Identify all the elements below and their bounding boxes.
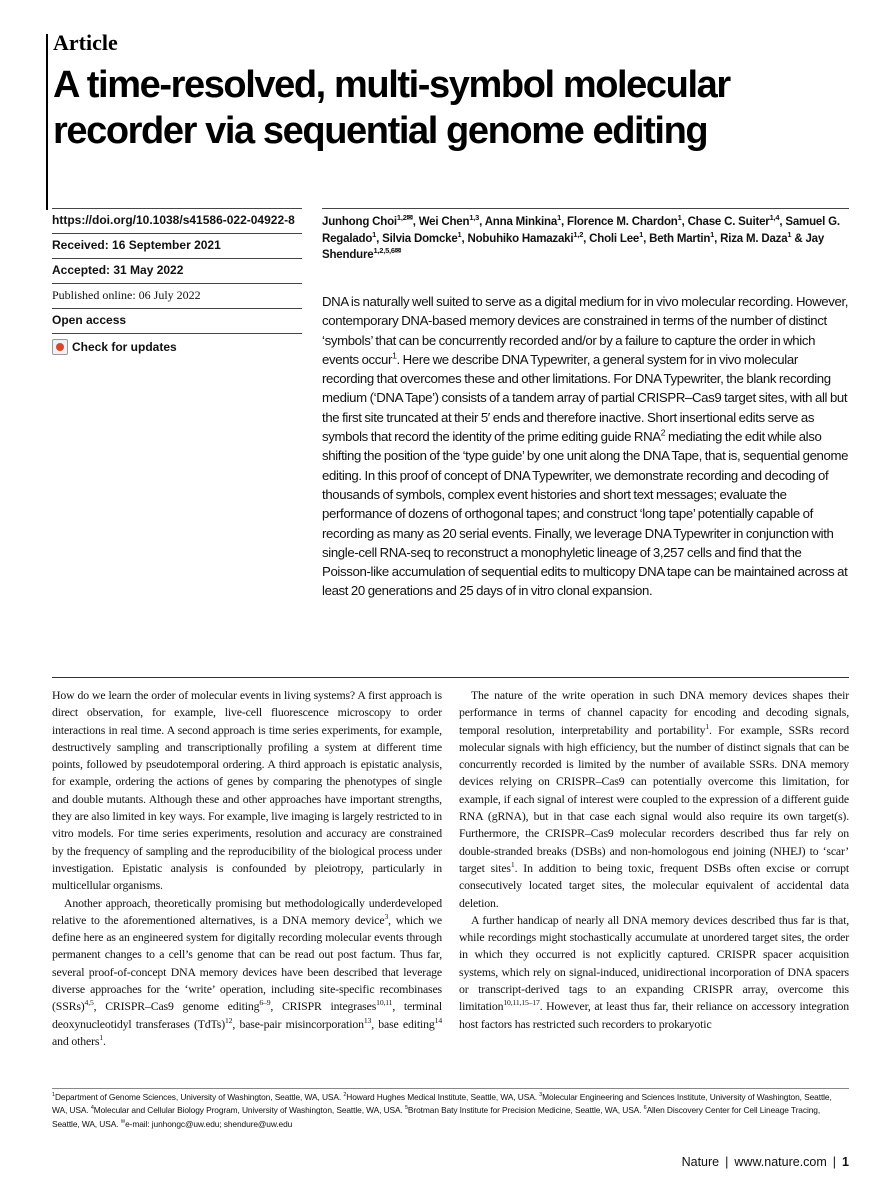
citation-ref[interactable]: 3 (384, 911, 389, 921)
author-name: Riza M. Daza (720, 232, 788, 245)
citation-ref[interactable]: 14 (434, 1015, 442, 1025)
body-paragraph: Another approach, theoretically promising but methodologically underdeveloped relative to the aforementioned alternatives, is a DNA memory device$^3$, which we define here as an engineered system for digitally recording molecular events through permanent changes to a cell’s genome that can be read out post factum. Thus far, several proof-of-concept DNA memory devices have been described that leverage diverse approaches for the ‘write’ operation, including site-specific recombinases (SSRs)$^{4,5}$, CRISPR–Cas9 genome editing$^{6-9}$, CRISPR integrases$^{10,11}$, terminal deoxynucleotidyl transferases (TdTs)$^{12}$, base-pair misincorporation$^{13}$, base editing$^{14}$ and others$^1$. (52, 895, 442, 1048)
author-affiliation-ref: 1 (639, 229, 644, 239)
article-metadata (52, 208, 302, 361)
body-column-right (459, 687, 849, 1033)
abstract-ref[interactable]: 1 (392, 350, 397, 361)
accepted-date: Accepted: 31 May 2022 (52, 258, 302, 283)
author-name: Beth Martin (649, 232, 711, 245)
footnote-rule (52, 1088, 849, 1089)
citation-ref[interactable]: 1 (99, 1033, 103, 1043)
check-updates-button[interactable] (52, 333, 302, 361)
abstract-text: mediating the edit while also shifting the position of the ‘type guide’ by one unit along the DNA Tape, that is, sequential genome editing. In this proof of concept of DNA Typewriter, we demonstrate recording and decoding of thousands of symbols, complex event histories and short text messages; evaluate the performance of dozens of orthogonal tapes; and construct ‘long tape’ potentially capable of recording as many as 20 serial events. Finally, we leverage DNA Typewriter in conjunction with single-cell RNA-seq to reconstruct a monophyletic lineage of 3,257 cells and find that the Poisson-like accumulation of sequential edits to multicopy DNA tape can be maintained across at least 20 generations and 25 days of in vitro clonal expansion. (322, 429, 849, 599)
author-affiliation-ref: 1 (710, 229, 715, 239)
author-name: Choli Lee (589, 232, 640, 245)
author-name: Silvia Domcke (382, 232, 458, 245)
abstract-text: . Here we describe DNA Typewriter, a general system for in vivo molecular recording that overcomes these and other limitations. For DNA Typewriter, the blank recording medium (‘DNA Tape’) consists of a tandem array of partial CRISPR–Cas9 target sites, with all but the first site truncated at their 5′ ends and therefore inactive. Short insertional edits serve as symbols that record the identity of the prime editing guide RNA (322, 351, 848, 445)
body-column-left (52, 687, 442, 1050)
citation-ref[interactable]: 12 (225, 1015, 233, 1025)
author-affiliation-ref: 1 (372, 229, 377, 239)
author-name: Samuel G. Regalado (322, 216, 840, 245)
author-name: Florence M. Chardon (567, 216, 678, 228)
check-updates-label: Check for updates (72, 339, 177, 354)
citation-ref[interactable]: 1 (510, 860, 515, 870)
author[interactable] (382, 229, 462, 245)
author-name: Jay Shendure (322, 232, 825, 261)
body-paragraph: How do we learn the order of molecular events in living systems? A first approach is direct observation, for example, live-cell fluorescence microscopy to order interactions in real time. A second approach is time series experiments, for example, destructively sampling and transcriptionally profiling a system at different time points, followed by pseudotemporal ordering. A third approach is epistatic analysis, for example, ordering the actions of genes by comparing the phenotypes of single and double mutants. Although these and other approaches have important strengths, they are also limited in key ways. For example, live imaging is largely restricted to in vitro models. For time series experiments, resolution and accuracy are constrained by the frequency of sampling and the reproducibility of the biological process under investigation. Epistatic analysis is confounded by pleiotropy, particularly in multicellular organisms. (52, 688, 442, 893)
body-paragraph: A further handicap of nearly all DNA memory devices described thus far is that, while recordings might stochastically accumulate at unordered target sites, the order in which they occurred is not explicitly captured. CRISPR spacer acquisition systems, which rely on signal-induced, unidirectional incorporation of DNA spacers or transcript-derived tags to an expanding CRISPR array, overcome this limitation$^{10,11,15-17}$. However, at least thus far, their reliance on accessory integration host factors has restricted such recorders to prokaryotic (459, 912, 849, 1031)
author-name: Anna Minkina (484, 216, 558, 228)
author-affiliation-ref: 1,2,5,6✉ (373, 246, 401, 256)
abstract (322, 292, 850, 601)
footer-separator: | (832, 1155, 837, 1169)
author[interactable] (589, 229, 644, 245)
author-affiliation-ref: 1 (457, 229, 462, 239)
abstract-divider (52, 677, 849, 678)
author-name: Wei Chen (418, 216, 470, 228)
section-label: Article (53, 30, 118, 55)
header-accent-bar (46, 34, 48, 210)
published-date: Published online: 06 July 2022 (52, 283, 302, 308)
citation-ref[interactable]: 6–9 (259, 998, 271, 1008)
body-paragraph: The nature of the write operation in such DNA memory devices shapes their performance in terms of channel capacity for encoding and decoding signals, temporal resolution, interpretability and portability$^1$. For example, SSRs record molecular signals with high efficiency, but the number of distinct signals that can be concurrently recorded is limited by the number of available SSRs. DNA memory devices relying on CRISPR–Cas9 can potentially overcome this limitation, for example, if each signal of interest were coupled to the expression of a different guide RNA (gRNA), but in that case each signal would also require its own target(s). Furthermore, the CRISPR–Cas9 molecular recorders described thus far rely on double-stranded breaks (DSBs) and non-homologous end joining (NHEJ) to ‘scar’ target sites$^1$. In addition to being toxic, frequent DSBs often excise or corrupt consecutively located target sites, the molecular equivalent of accidental data deletion. (459, 688, 850, 910)
page-footer (682, 1155, 849, 1169)
author[interactable] (720, 229, 792, 245)
citation-ref[interactable]: 13 (363, 1015, 372, 1025)
author[interactable] (649, 229, 715, 245)
author-affiliation-ref: 1 (677, 213, 682, 223)
page-number: 1 (842, 1155, 849, 1169)
author-list: Junhong Choi$^{1,2✉}$, Wei Chen$^{1,3}$, Anna Minkina$^1$, Florence M. Chardon$^1$, Chase C. Suiter$^{1,4}$, Samuel G. Regalado$^1$, Silvia Domcke$^1$, Nobuhiko Hamazaki$^{1,2}$, Choli Lee$^1$, Beth Martin$^1$, Riza M. Daza$^1$ & Jay Shendure$^{1,2,5,6✉}$ (322, 208, 849, 264)
citation-ref[interactable]: 10,11,15–17 (503, 998, 540, 1008)
abstract-text: DNA is naturally well suited to serve as a digital medium for in vivo molecular recording. However, contemporary DNA-based memory devices are constrained in terms of the number of distinct ‘symbols’ that can be concurrently recorded and/or by a failure to capture the order in which events occur (322, 294, 849, 367)
doi-link[interactable]: https://doi.org/10.1038/s41586-022-04922-8 (52, 208, 302, 233)
abstract-ref[interactable]: 2 (660, 427, 666, 438)
author-name: Nobuhiko Hamazaki (467, 232, 574, 245)
crossmark-icon (52, 339, 68, 355)
received-date: Received: 16 September 2021 (52, 233, 302, 258)
author-affiliation-ref: 1,2 (573, 229, 584, 239)
author-affiliation-ref: 1,2✉ (396, 213, 413, 223)
author-affiliation-ref: 1,3 (469, 213, 480, 223)
citation-ref[interactable]: 10,11 (376, 998, 393, 1008)
contact-email[interactable]: e-mail: junhongc@uw.edu; shendure@uw.edu (125, 1118, 293, 1129)
author[interactable] (467, 229, 584, 245)
author-name: Chase C. Suiter (687, 216, 770, 228)
author[interactable] (687, 213, 780, 228)
website-link[interactable]: www.nature.com (734, 1155, 827, 1169)
author-affiliation-ref: 1,4 (769, 213, 780, 223)
citation-ref[interactable]: 4,5 (84, 998, 94, 1008)
citation-ref[interactable]: 1 (705, 721, 710, 731)
article-title: A time-resolved, multi-symbol molecular recorder via sequential genome editing (53, 64, 730, 152)
author[interactable] (322, 213, 413, 228)
footer-separator: | (725, 1155, 729, 1169)
author-affiliation-ref: 1 (557, 213, 562, 223)
author[interactable] (484, 213, 562, 228)
journal-name: Nature (681, 1155, 720, 1169)
author[interactable] (418, 213, 480, 228)
email-icon: ✉ (120, 1118, 126, 1125)
author-name: Junhong Choi (322, 216, 397, 228)
author[interactable] (567, 213, 682, 228)
affiliations-footnote: $^1$Department of Genome Sciences, University of Washington, Seattle, WA, USA. $^2$Howard Hughes Medical Institute, Seattle, WA, USA. $^3$Molecular Engineering and Sciences Institute, University of Washington, Seattle, WA, USA. $^4$Molecular and Cellular Biology Program, University of Washington, Seattle, WA, USA. $^5$Brotman Baty Institute for Precision Medicine, Seattle, WA, USA. $^6$Allen Discovery Center for Cell Lineage Tracing, Seattle, WA, USA. ✉e-mail: junhongc@uw.edu; shendure@uw.edu (52, 1092, 832, 1129)
author-affiliation-ref: 1 (787, 229, 792, 239)
open-access-label: Open access (52, 308, 302, 333)
